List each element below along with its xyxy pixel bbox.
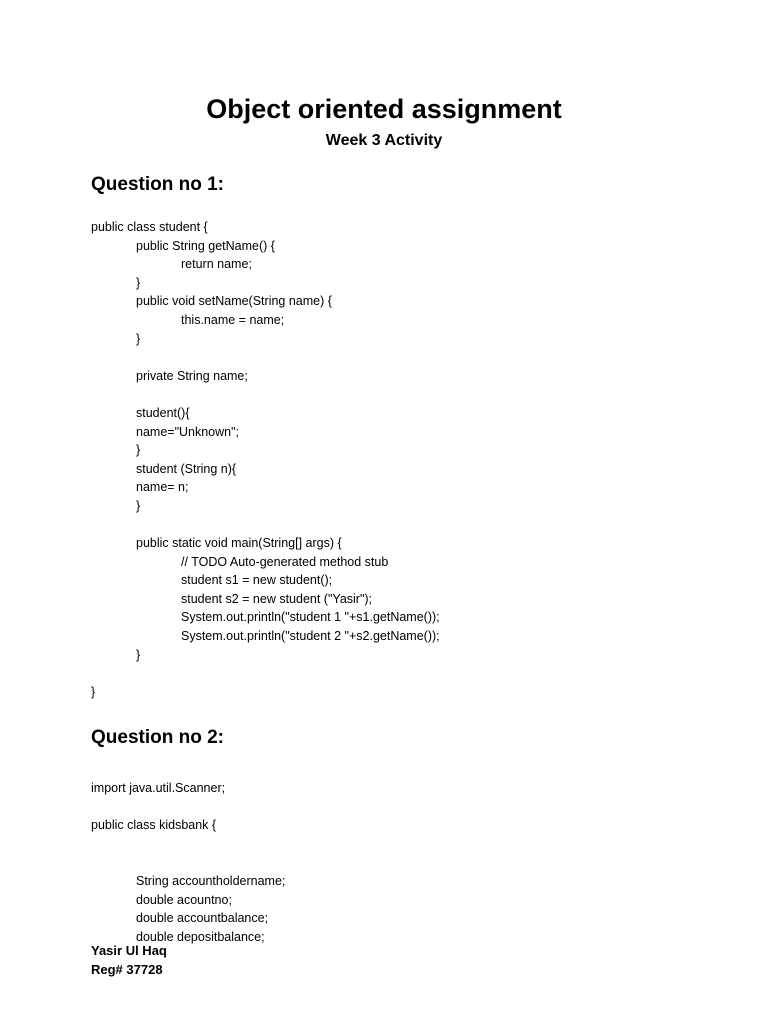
code-line: student s1 = new student();	[181, 573, 333, 588]
code-line: }	[136, 498, 141, 513]
question-1-heading: Question no 1:	[91, 174, 224, 195]
code-line: name="Unknown";	[136, 424, 240, 439]
code-line: double depositbalance;	[136, 929, 265, 944]
code-line: private String name;	[136, 368, 248, 383]
code-line: double acountno;	[136, 892, 232, 907]
code-line: public class student {	[91, 220, 208, 234]
question-1-code-block	[91, 218, 440, 701]
blank-line	[91, 835, 285, 854]
code-line: }	[136, 443, 141, 458]
code-line: double accountbalance;	[136, 911, 269, 926]
code-line: student(){	[136, 405, 190, 420]
page-footer	[91, 941, 167, 979]
blank-line	[91, 516, 440, 535]
code-line: System.out.println("student 2 "+s2.getName());	[181, 629, 440, 644]
registration-number: Reg# 37728	[91, 962, 163, 977]
code-line: }	[136, 331, 141, 346]
code-line: }	[136, 275, 141, 290]
blank-line	[91, 853, 285, 872]
code-line: public class kidsbank {	[91, 818, 217, 833]
blank-line	[91, 385, 440, 404]
document-title: Object oriented assignment	[206, 94, 562, 124]
code-line: student s2 = new student ("Yasir");	[181, 591, 373, 606]
code-line: public void setName(String name) {	[136, 294, 332, 309]
author-name: Yasir Ul Haq	[91, 943, 167, 958]
document-subtitle: Week 3 Activity	[325, 132, 443, 149]
code-line: this.name = name;	[181, 312, 285, 327]
code-line: return name;	[181, 257, 252, 272]
code-line: import java.util.Scanner;	[91, 781, 226, 795]
code-line: public static void main(String[] args) {	[136, 536, 342, 551]
question-2-code-block	[91, 779, 285, 946]
code-line: name= n;	[136, 480, 189, 495]
code-line: // TODO Auto-generated method stub	[181, 554, 389, 569]
question-2-heading: Question no 2:	[91, 727, 224, 748]
code-line: public String getName() {	[136, 238, 275, 253]
code-line: System.out.println("student 1 "+s1.getName());	[181, 610, 440, 625]
code-line: student (String n){	[136, 461, 237, 476]
code-line: String accountholdername;	[136, 873, 286, 888]
blank-line	[91, 348, 440, 367]
code-line: }	[91, 684, 96, 699]
blank-line	[91, 798, 285, 817]
code-line: }	[136, 647, 141, 662]
blank-line	[91, 664, 440, 683]
